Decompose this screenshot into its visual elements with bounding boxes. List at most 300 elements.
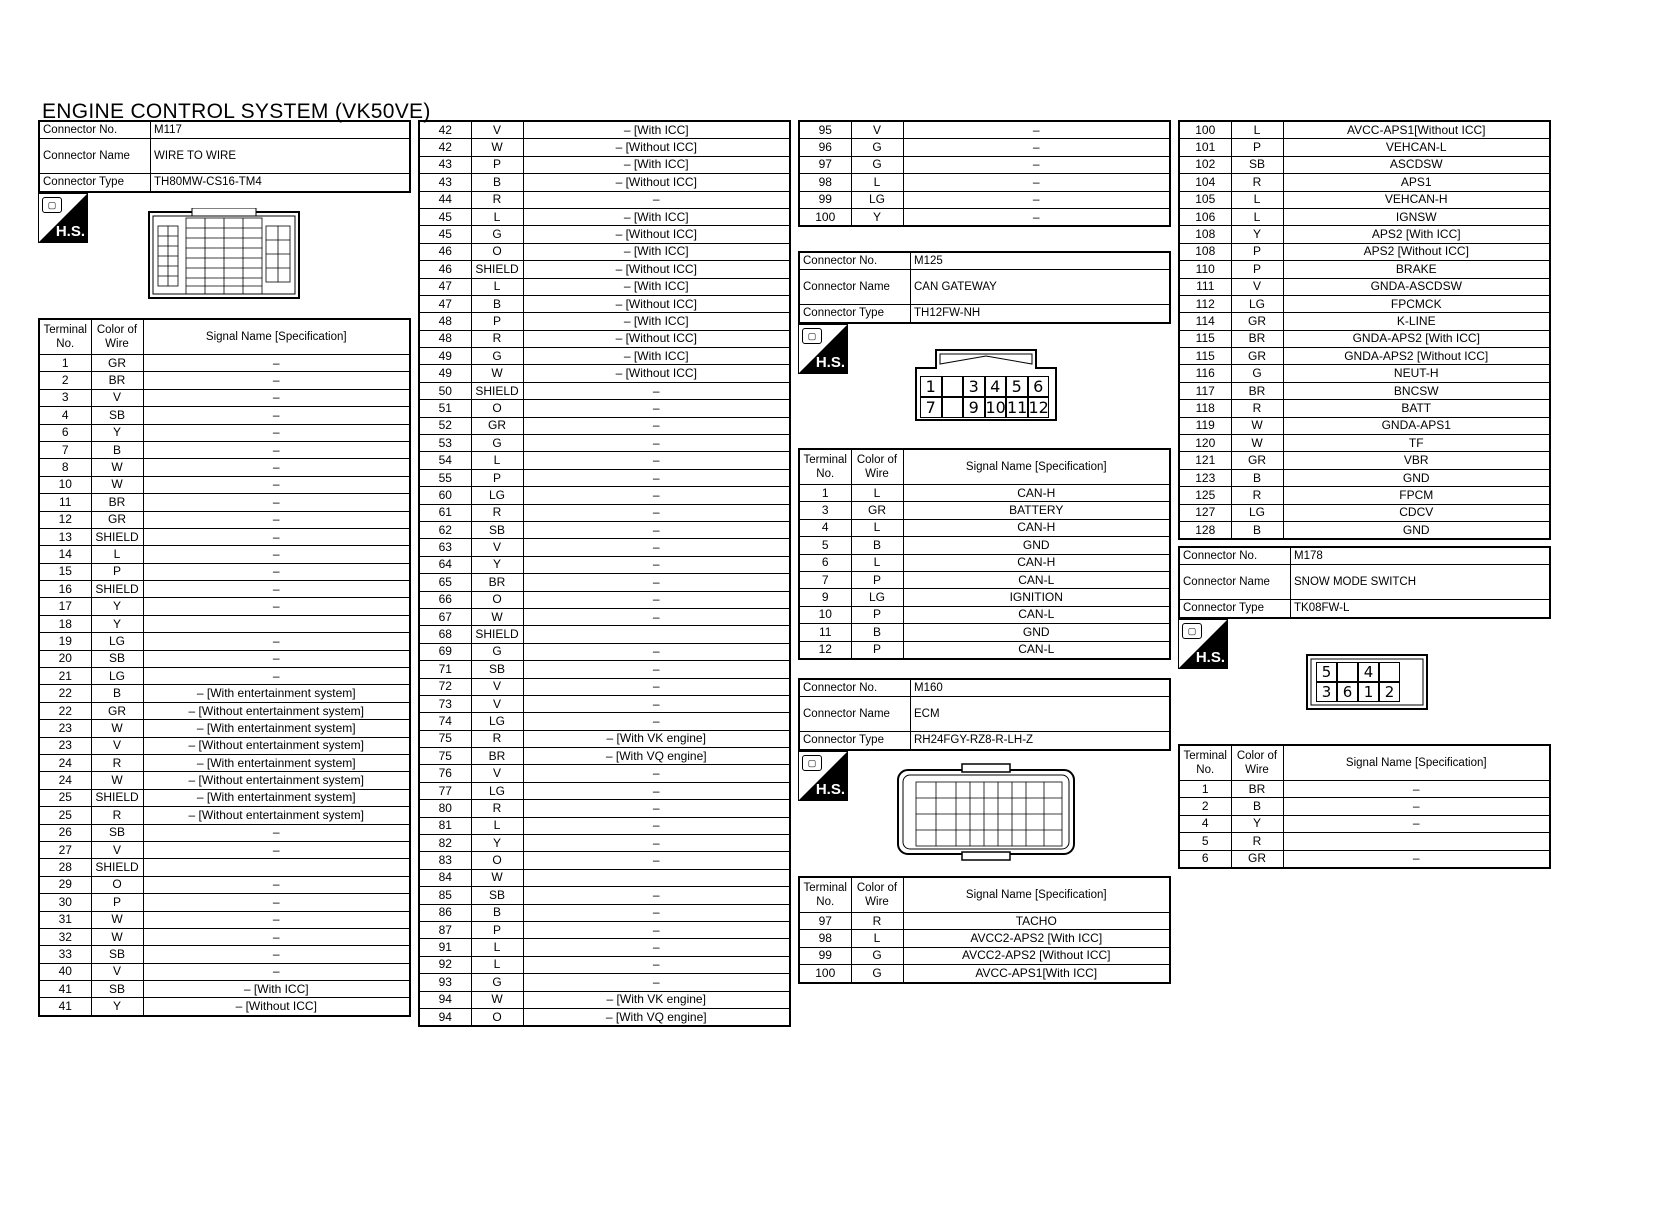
table-row <box>419 504 790 521</box>
table-row <box>419 348 790 365</box>
color-cell: SB <box>471 887 523 904</box>
table-row <box>799 139 1170 156</box>
terminal-cell: 40 <box>39 963 91 980</box>
connector-pin <box>942 397 964 418</box>
terminal-cell: 17 <box>39 598 91 615</box>
signal-cell: GNDA-ASCDSW <box>1283 278 1550 295</box>
terminal-cell: 77 <box>419 782 471 799</box>
signal-cell: – <box>523 835 790 852</box>
header-color: Color of Wire <box>851 877 903 913</box>
terminal-cell: 64 <box>419 556 471 573</box>
table-row <box>419 191 790 208</box>
table-row <box>39 598 410 615</box>
signal-cell: – <box>143 355 410 372</box>
color-cell: GR <box>471 417 523 434</box>
terminal-cell: 49 <box>419 348 471 365</box>
table-row <box>39 668 410 685</box>
color-cell: P <box>1231 139 1283 156</box>
table-row <box>1179 452 1550 469</box>
terminal-cell: 83 <box>419 852 471 869</box>
color-cell: L <box>471 278 523 295</box>
terminal-cell: 123 <box>1179 469 1231 486</box>
color-cell: O <box>91 876 143 893</box>
signal-cell: – <box>903 208 1170 226</box>
signal-cell: GNDA-APS2 [With ICC] <box>1283 330 1550 347</box>
header-signal: Signal Name [Specification] <box>143 319 410 355</box>
connector-name: ECM <box>911 697 1171 732</box>
info-label: Connector No. <box>799 252 911 270</box>
terminal-cell: 41 <box>39 981 91 998</box>
color-cell: BR <box>91 494 143 511</box>
connector-name: SNOW MODE SWITCH <box>1291 565 1551 600</box>
terminal-cell: 60 <box>419 487 471 504</box>
connector-pin: 5 <box>1316 662 1337 682</box>
color-cell: GR <box>851 502 903 519</box>
signal-cell: NEUT-H <box>1283 365 1550 382</box>
table-row <box>419 382 790 399</box>
signal-cell <box>1283 833 1550 850</box>
connector-pin: 6 <box>1028 376 1050 397</box>
terminal-cell: 15 <box>39 563 91 580</box>
signal-cell: – <box>143 581 410 598</box>
signal-cell: CAN-L <box>903 641 1170 659</box>
color-cell: R <box>471 730 523 747</box>
table-row <box>419 643 790 660</box>
color-cell: P <box>471 921 523 938</box>
signal-cell: – <box>143 633 410 650</box>
color-cell: LG <box>1231 295 1283 312</box>
signal-cell: GND <box>1283 469 1550 486</box>
color-cell: GR <box>1231 850 1283 868</box>
table-row <box>419 695 790 712</box>
terminal-cell: 75 <box>419 748 471 765</box>
terminal-cell: 53 <box>419 435 471 452</box>
terminal-cell: 63 <box>419 539 471 556</box>
table-row <box>1179 139 1550 156</box>
table-body <box>799 913 1170 983</box>
terminal-cell: 50 <box>419 382 471 399</box>
signal-cell: – <box>523 974 790 991</box>
color-cell: LG <box>471 713 523 730</box>
table-row <box>419 139 790 156</box>
signal-cell: – [With entertainment system] <box>143 685 410 702</box>
color-cell: R <box>1231 174 1283 191</box>
signal-cell: – <box>523 678 790 695</box>
info-label: Connector No. <box>39 121 151 139</box>
table-row <box>39 528 410 545</box>
table-row <box>419 417 790 434</box>
signal-cell: CAN-L <box>903 606 1170 623</box>
color-cell: Y <box>471 556 523 573</box>
table-row <box>419 435 790 452</box>
signal-cell: – <box>523 539 790 556</box>
color-cell: SHIELD <box>91 859 143 876</box>
table-row <box>419 208 790 225</box>
hs-icon: ▢ H.S. <box>798 324 848 374</box>
terminal-cell: 31 <box>39 911 91 928</box>
color-cell: GR <box>1231 313 1283 330</box>
pinout-table-m117-end <box>798 120 1171 227</box>
color-cell: L <box>471 956 523 973</box>
terminal-cell: 84 <box>419 869 471 886</box>
table-body <box>419 121 790 1026</box>
terminal-cell: 47 <box>419 295 471 312</box>
table-row <box>39 581 410 598</box>
color-cell: SHIELD <box>91 789 143 806</box>
connector-m125-section <box>798 251 1171 324</box>
color-cell: O <box>471 1008 523 1026</box>
signal-cell: – <box>903 121 1170 139</box>
terminal-cell: 62 <box>419 521 471 538</box>
table-row <box>419 365 790 382</box>
signal-cell: – [With VQ engine] <box>523 748 790 765</box>
terminal-cell: 5 <box>799 537 851 554</box>
hs-label: H.S. <box>1195 649 1225 666</box>
connector-info-m125 <box>798 251 1171 324</box>
table-row <box>1179 833 1550 850</box>
table-row <box>419 469 790 486</box>
header-color: Color of Wire <box>851 449 903 485</box>
terminal-cell: 22 <box>39 702 91 719</box>
table-row <box>39 772 410 789</box>
connector-type: TH80MW-CS16-TM4 <box>151 174 411 192</box>
signal-cell: FPCMCK <box>1283 295 1550 312</box>
signal-cell: – <box>1283 815 1550 832</box>
pinout-table-m117-cont <box>418 120 791 1027</box>
signal-cell: – [Without ICC] <box>523 261 790 278</box>
terminal-cell: 13 <box>39 528 91 545</box>
signal-cell: – <box>143 928 410 945</box>
color-cell: SB <box>471 521 523 538</box>
color-cell: R <box>851 913 903 930</box>
signal-cell: BNCSW <box>1283 382 1550 399</box>
table-row <box>419 678 790 695</box>
table-row <box>419 887 790 904</box>
terminal-cell: 12 <box>39 511 91 528</box>
table-row <box>39 911 410 928</box>
terminal-cell: 12 <box>799 641 851 659</box>
connector-pin: 9 <box>963 397 985 418</box>
signal-cell: – <box>143 494 410 511</box>
table-row <box>39 389 410 406</box>
table-row <box>39 789 410 806</box>
connector-no: M160 <box>911 679 1171 697</box>
signal-cell: – <box>1283 781 1550 798</box>
color-cell: R <box>1231 487 1283 504</box>
terminal-cell: 116 <box>1179 365 1231 382</box>
color-cell: V <box>91 737 143 754</box>
color-cell: P <box>471 313 523 330</box>
terminal-cell: 27 <box>39 841 91 858</box>
signal-cell <box>143 615 410 632</box>
color-cell: R <box>1231 833 1283 850</box>
terminal-cell: 100 <box>799 208 851 226</box>
color-cell: BR <box>471 574 523 591</box>
pinout-table-m178 <box>1178 744 1551 869</box>
signal-cell: – <box>143 876 410 893</box>
table-row <box>1179 330 1550 347</box>
color-cell: W <box>1231 417 1283 434</box>
connector-no: M178 <box>1291 547 1551 565</box>
connector-no: M125 <box>911 252 1171 270</box>
signal-cell: – <box>523 939 790 956</box>
signal-cell: – <box>903 174 1170 191</box>
table-row <box>1179 382 1550 399</box>
color-cell: B <box>91 685 143 702</box>
color-cell: Y <box>91 998 143 1016</box>
signal-cell: BATTERY <box>903 502 1170 519</box>
hs-icon: ▢ H.S. <box>38 193 88 243</box>
color-cell: G <box>851 965 903 983</box>
table-row <box>1179 815 1550 832</box>
hs-icon: ▢ H.S. <box>798 751 848 801</box>
terminal-cell: 55 <box>419 469 471 486</box>
connector-pin: 2 <box>1379 682 1400 702</box>
header-terminal: Terminal No. <box>799 449 851 485</box>
signal-cell: – <box>143 946 410 963</box>
signal-cell: – [With VQ engine] <box>523 1008 790 1026</box>
color-cell: P <box>91 894 143 911</box>
signal-cell: – [Without ICC] <box>523 295 790 312</box>
color-cell: R <box>91 754 143 771</box>
terminal-cell: 97 <box>799 913 851 930</box>
color-cell: G <box>471 974 523 991</box>
connector-m117-diagram <box>148 208 300 309</box>
signal-cell: – <box>523 521 790 538</box>
color-cell: G <box>471 226 523 243</box>
signal-cell: – <box>523 591 790 608</box>
color-cell: O <box>471 400 523 417</box>
table-row <box>799 606 1170 623</box>
signal-cell: – <box>523 887 790 904</box>
table-row <box>799 930 1170 947</box>
terminal-cell: 81 <box>419 817 471 834</box>
table-row <box>419 243 790 260</box>
table-row <box>419 591 790 608</box>
color-cell: P <box>851 571 903 588</box>
table-row <box>419 487 790 504</box>
terminal-cell: 30 <box>39 894 91 911</box>
table-row <box>419 956 790 973</box>
connector-no: M117 <box>151 121 411 139</box>
color-cell: LG <box>91 668 143 685</box>
connector-m160-table-wrap <box>798 876 1171 984</box>
signal-cell: – <box>523 382 790 399</box>
color-cell: P <box>1231 261 1283 278</box>
terminal-cell: 120 <box>1179 435 1231 452</box>
hs-label: H.S. <box>815 354 845 371</box>
color-cell: W <box>91 459 143 476</box>
signal-cell: BRAKE <box>1283 261 1550 278</box>
color-cell: SHIELD <box>471 626 523 643</box>
connector-type: RH24FGY-RZ8-R-LH-Z <box>911 732 1171 750</box>
signal-cell: – <box>523 713 790 730</box>
color-cell: G <box>851 156 903 173</box>
connector-info-m117 <box>38 120 411 193</box>
signal-cell: – <box>523 852 790 869</box>
color-cell: W <box>471 869 523 886</box>
info-label: Connector Name <box>799 270 911 305</box>
table-row <box>1179 850 1550 868</box>
table-row <box>39 754 410 771</box>
terminal-cell: 10 <box>39 476 91 493</box>
color-cell: W <box>91 911 143 928</box>
terminal-cell: 82 <box>419 835 471 852</box>
signal-cell: – <box>523 400 790 417</box>
color-cell: L <box>471 208 523 225</box>
color-cell: LG <box>851 191 903 208</box>
terminal-cell: 68 <box>419 626 471 643</box>
table-row <box>419 748 790 765</box>
color-cell: W <box>471 991 523 1008</box>
signal-cell: – <box>143 476 410 493</box>
color-cell: V <box>471 765 523 782</box>
color-cell: B <box>851 624 903 641</box>
table-row <box>799 156 1170 173</box>
terminal-cell: 45 <box>419 226 471 243</box>
signal-cell: – <box>903 139 1170 156</box>
color-cell: GR <box>1231 348 1283 365</box>
color-cell: BR <box>1231 330 1283 347</box>
terminal-cell: 117 <box>1179 382 1231 399</box>
signal-cell: – [With ICC] <box>523 208 790 225</box>
signal-cell: – [Without ICC] <box>143 998 410 1016</box>
connector-pin <box>1337 662 1358 682</box>
terminal-cell: 10 <box>799 606 851 623</box>
table-row <box>39 355 410 372</box>
pinout-table-m125 <box>798 448 1171 660</box>
color-cell: P <box>471 156 523 173</box>
signal-cell: – <box>143 894 410 911</box>
terminal-cell: 23 <box>39 720 91 737</box>
signal-cell: – [Without entertainment system] <box>143 807 410 824</box>
table-row <box>419 330 790 347</box>
connector-info-m178 <box>1178 546 1551 619</box>
table-row <box>39 876 410 893</box>
terminal-cell: 112 <box>1179 295 1231 312</box>
signal-cell: – <box>143 911 410 928</box>
terminal-cell: 22 <box>39 685 91 702</box>
signal-cell: – <box>143 511 410 528</box>
color-cell: LG <box>471 487 523 504</box>
terminal-cell: 118 <box>1179 400 1231 417</box>
table-row <box>799 641 1170 659</box>
table-row <box>1179 121 1550 139</box>
table-row <box>419 765 790 782</box>
terminal-cell: 95 <box>799 121 851 139</box>
color-cell: Y <box>851 208 903 226</box>
table-row <box>39 824 410 841</box>
terminal-cell: 96 <box>799 139 851 156</box>
table-row <box>1179 400 1550 417</box>
table-row <box>1179 174 1550 191</box>
terminal-cell: 3 <box>799 502 851 519</box>
signal-cell: IGNITION <box>903 589 1170 606</box>
table-row <box>1179 348 1550 365</box>
table-row <box>39 685 410 702</box>
signal-cell: AVCC2-APS2 [Without ICC] <box>903 947 1170 964</box>
connector-info-m160 <box>798 678 1171 751</box>
color-cell: L <box>91 546 143 563</box>
pinout-table-m117 <box>38 318 411 1017</box>
terminal-cell: 76 <box>419 765 471 782</box>
terminal-cell: 72 <box>419 678 471 695</box>
signal-cell: – <box>523 661 790 678</box>
color-cell: R <box>471 504 523 521</box>
signal-cell: – <box>143 407 410 424</box>
color-cell: B <box>1231 798 1283 815</box>
signal-cell: – <box>903 191 1170 208</box>
table-row <box>419 661 790 678</box>
signal-cell: CAN-H <box>903 485 1170 502</box>
table-body <box>799 121 1170 226</box>
color-cell: SB <box>91 981 143 998</box>
color-cell: W <box>91 476 143 493</box>
signal-cell: – <box>903 156 1170 173</box>
terminal-cell: 67 <box>419 608 471 625</box>
terminal-cell: 102 <box>1179 156 1231 173</box>
connector-pin: 5 <box>1006 376 1028 397</box>
table-row <box>799 121 1170 139</box>
pinout-table-m160-cont <box>1178 120 1551 540</box>
signal-cell: – [Without entertainment system] <box>143 702 410 719</box>
color-cell: SB <box>471 661 523 678</box>
table-row <box>39 372 410 389</box>
table-row <box>799 537 1170 554</box>
color-cell: R <box>471 191 523 208</box>
hs-label: H.S. <box>815 781 845 798</box>
terminal-cell: 49 <box>419 365 471 382</box>
table-row <box>39 459 410 476</box>
table-row <box>799 485 1170 502</box>
signal-cell: GND <box>903 537 1170 554</box>
terminal-cell: 100 <box>799 965 851 983</box>
table-row <box>419 156 790 173</box>
signal-cell: – <box>523 956 790 973</box>
terminal-cell: 108 <box>1179 226 1231 243</box>
terminal-cell: 28 <box>39 859 91 876</box>
table-row <box>39 633 410 650</box>
terminal-cell: 9 <box>799 589 851 606</box>
color-cell: SHIELD <box>91 528 143 545</box>
signal-cell: CAN-H <box>903 519 1170 536</box>
signal-cell: – <box>143 650 410 667</box>
color-cell: LG <box>851 589 903 606</box>
table-row <box>799 965 1170 983</box>
table-body <box>39 355 410 1016</box>
color-cell: Y <box>91 424 143 441</box>
terminal-cell: 51 <box>419 400 471 417</box>
terminal-cell: 108 <box>1179 243 1231 260</box>
table-body <box>799 485 1170 659</box>
hs-icon: ▢ H.S. <box>1178 619 1228 669</box>
color-cell: P <box>851 606 903 623</box>
color-cell: V <box>91 841 143 858</box>
terminal-cell: 94 <box>419 1008 471 1026</box>
terminal-cell: 127 <box>1179 504 1231 521</box>
info-label: Connector Type <box>1179 600 1291 618</box>
table-row <box>419 121 790 139</box>
connector-pin: 7 <box>920 397 942 418</box>
signal-cell: – <box>143 372 410 389</box>
terminal-cell: 115 <box>1179 330 1231 347</box>
signal-cell: – [With ICC] <box>143 981 410 998</box>
color-cell: SHIELD <box>91 581 143 598</box>
table-row <box>39 511 410 528</box>
color-cell: B <box>1231 521 1283 539</box>
column-4 <box>1178 120 1551 540</box>
table-row <box>39 981 410 998</box>
